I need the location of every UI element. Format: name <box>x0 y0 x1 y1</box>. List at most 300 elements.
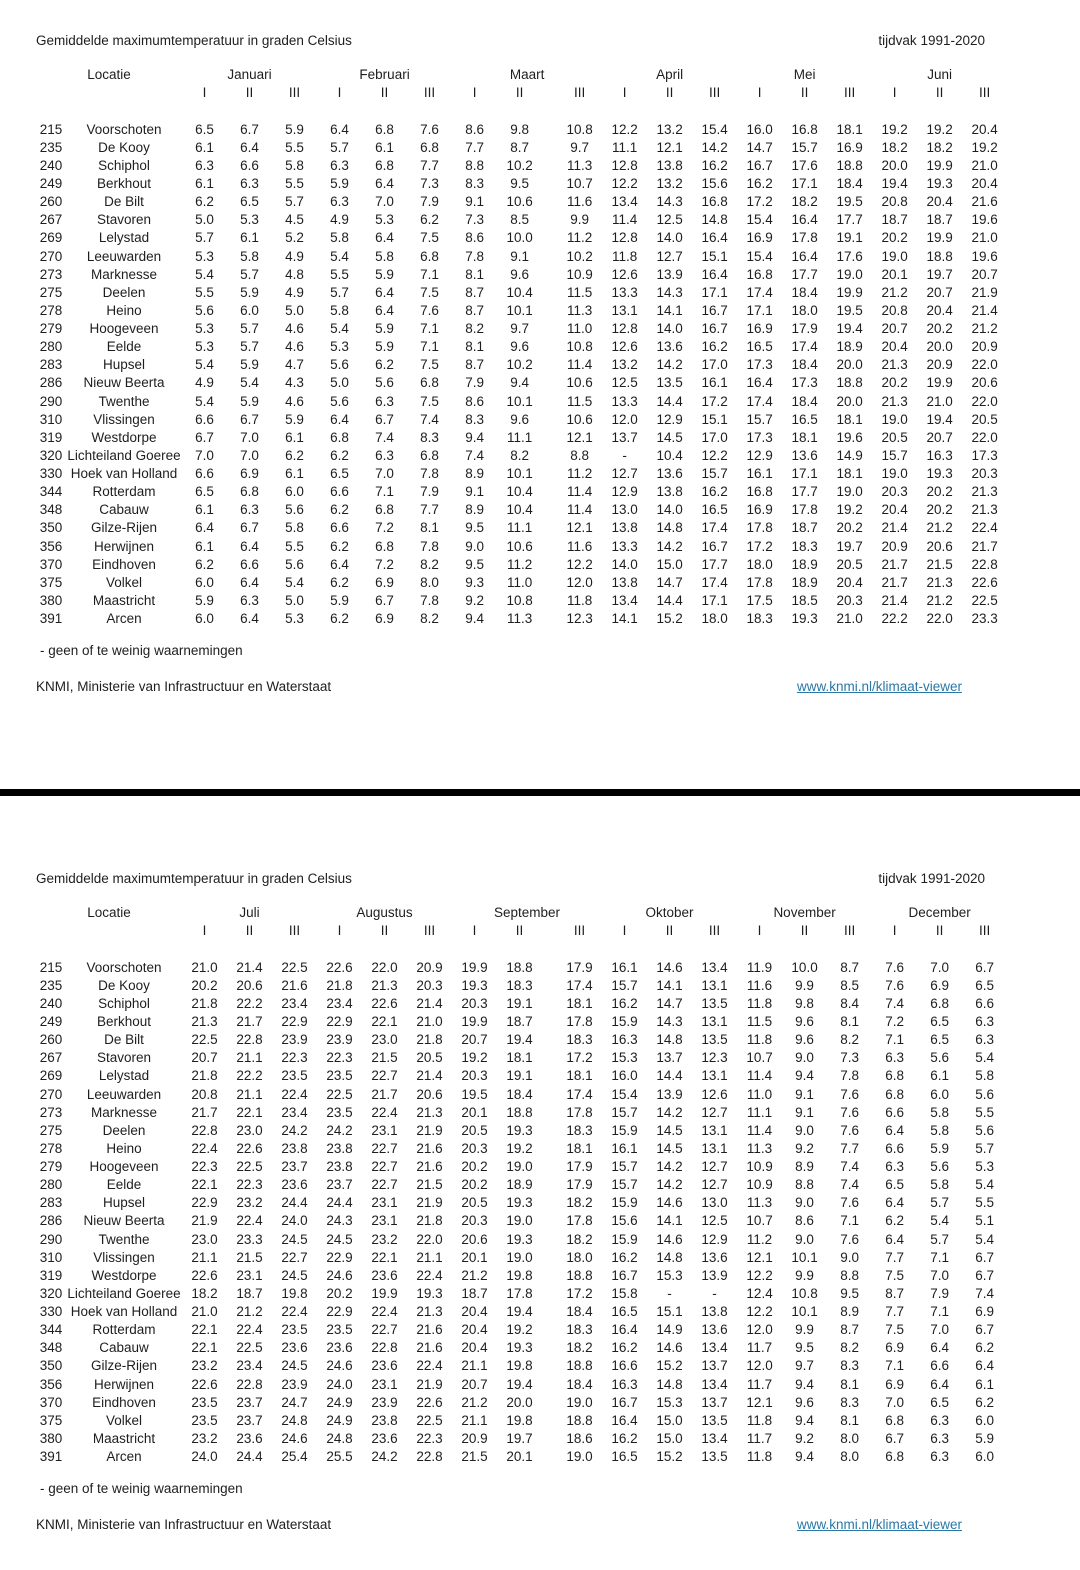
temp-value-cell: 19.3 <box>791 611 818 627</box>
temp-value-cell: 19.5 <box>836 302 863 318</box>
temp-value-cell: 8.0 <box>420 574 439 590</box>
temp-value-cell: 6.5 <box>885 1177 904 1193</box>
temp-value-cell: 21.0 <box>836 611 863 627</box>
temp-value-cell: 6.5 <box>930 1014 949 1030</box>
temp-value-cell: 8.1 <box>840 1014 859 1030</box>
decade-header: II <box>935 85 944 101</box>
temp-value-cell: 18.4 <box>566 1376 593 1392</box>
temp-value-cell: 21.6 <box>416 1340 443 1356</box>
temp-value-cell: 8.4 <box>840 995 859 1011</box>
month-header: December <box>908 905 971 921</box>
temp-value-cell: 5.7 <box>330 139 349 155</box>
temp-value-cell: 6.5 <box>975 977 994 993</box>
temp-value-cell: 14.6 <box>656 1340 683 1356</box>
decade-header: I <box>337 923 342 939</box>
temp-value-cell: 13.8 <box>656 484 683 500</box>
temp-value-cell: 10.2 <box>506 157 533 173</box>
temp-value-cell: 22.8 <box>371 1340 398 1356</box>
temp-value-cell: 13.6 <box>656 466 683 482</box>
temp-value-cell: 6.3 <box>375 393 394 409</box>
temp-value-cell: 7.7 <box>885 1304 904 1320</box>
temp-value-cell: 7.4 <box>420 411 439 427</box>
temp-value-cell: 5.8 <box>285 520 304 536</box>
temp-value-cell: 23.2 <box>191 1430 218 1446</box>
temp-value-cell: 19.4 <box>506 1304 533 1320</box>
temp-value-cell: 5.4 <box>285 574 304 590</box>
temp-value-cell: 14.2 <box>656 1159 683 1175</box>
temp-value-cell: 22.5 <box>416 1412 443 1428</box>
temp-value-cell: 8.6 <box>465 393 484 409</box>
klimaat-viewer-link[interactable]: www.knmi.nl/klimaat-viewer <box>796 679 962 694</box>
temp-value-cell: 21.3 <box>971 484 998 500</box>
temp-value-cell: 24.7 <box>281 1394 308 1410</box>
temp-value-cell: 13.5 <box>656 375 683 391</box>
temp-value-cell: 22.0 <box>926 611 953 627</box>
temp-value-cell: 13.1 <box>701 1140 728 1156</box>
temp-value-cell: 6.1 <box>930 1068 949 1084</box>
temp-value-cell: 22.6 <box>971 574 998 590</box>
station-name-cell: Volkel <box>105 574 143 590</box>
temp-value-cell: 19.4 <box>881 176 908 192</box>
temp-value-cell: 23.1 <box>371 1122 398 1138</box>
station-name-cell: Schiphol <box>98 157 150 173</box>
temp-value-cell: 7.1 <box>930 1304 949 1320</box>
temp-value-cell: 19.3 <box>506 1231 533 1247</box>
temp-value-cell: 15.4 <box>746 212 773 228</box>
temp-value-cell: 14.4 <box>656 1068 683 1084</box>
temp-value-cell: 7.5 <box>420 393 439 409</box>
temp-value-cell: 19.1 <box>506 995 533 1011</box>
temp-value-cell: 6.8 <box>375 121 394 137</box>
temp-value-cell: 16.5 <box>701 502 728 518</box>
temp-value-cell: 11.8 <box>746 1449 773 1465</box>
temp-value-cell: 13.5 <box>701 1412 728 1428</box>
station-name-cell: Eelde <box>106 1177 142 1193</box>
month-header: Maart <box>509 67 545 83</box>
station-id-cell: 344 <box>39 484 63 500</box>
temp-value-cell: 6.4 <box>240 574 259 590</box>
temp-value-cell: 20.8 <box>191 1086 218 1102</box>
temp-value-cell: 6.4 <box>240 538 259 554</box>
station-name-cell: Hoek van Holland <box>70 466 178 482</box>
temp-value-cell: 18.1 <box>836 466 863 482</box>
temp-value-cell: 17.9 <box>566 1159 593 1175</box>
temp-value-cell: 4.9 <box>285 248 304 264</box>
station-row <box>36 175 1007 193</box>
temp-value-cell: 14.7 <box>656 574 683 590</box>
temp-value-cell: 7.8 <box>465 248 484 264</box>
temp-value-cell: 5.8 <box>285 157 304 173</box>
temp-value-cell: 5.6 <box>330 393 349 409</box>
station-row <box>36 120 1007 138</box>
decade-header: I <box>337 85 342 101</box>
temp-value-cell: 20.3 <box>416 977 443 993</box>
temp-value-cell: 16.0 <box>611 1068 638 1084</box>
station-name-cell: Vlissingen <box>93 1249 155 1265</box>
station-row <box>36 1176 1007 1194</box>
temp-value-cell: 4.9 <box>330 212 349 228</box>
temp-value-cell: 6.2 <box>285 447 304 463</box>
temp-value-cell: 5.9 <box>330 592 349 608</box>
temp-value-cell: 5.9 <box>240 393 259 409</box>
temp-value-cell: 14.9 <box>836 447 863 463</box>
temp-value-cell: 21.8 <box>416 1032 443 1048</box>
temperature-table-jan-jun <box>36 66 1007 628</box>
temp-value-cell: 12.0 <box>746 1358 773 1374</box>
station-name-cell: Rotterdam <box>92 1322 156 1338</box>
temp-value-cell: 19.9 <box>926 375 953 391</box>
temp-value-cell: 6.8 <box>885 1412 904 1428</box>
decade-header: II <box>515 923 524 939</box>
station-id-cell: 330 <box>39 1304 63 1320</box>
station-id-cell: 273 <box>39 266 63 282</box>
temp-value-cell: 8.2 <box>510 447 529 463</box>
temp-value-cell: 7.6 <box>840 1086 859 1102</box>
temp-value-cell: 14.1 <box>611 611 638 627</box>
temp-value-cell: 5.3 <box>375 212 394 228</box>
temp-value-cell: 18.2 <box>566 1195 593 1211</box>
station-name-cell: De Bilt <box>104 1032 144 1048</box>
temp-value-cell: 19.4 <box>926 411 953 427</box>
temp-value-cell: 19.9 <box>836 284 863 300</box>
temp-value-cell: 5.5 <box>285 538 304 554</box>
temp-value-cell: 21.0 <box>416 1014 443 1030</box>
temp-value-cell: 21.1 <box>461 1358 488 1374</box>
station-id-cell: 270 <box>39 248 63 264</box>
temp-value-cell: 17.8 <box>566 1104 593 1120</box>
temp-value-cell: 5.5 <box>285 176 304 192</box>
temp-value-cell: 6.6 <box>330 484 349 500</box>
temp-value-cell: 13.8 <box>701 1304 728 1320</box>
decade-header: II <box>245 85 254 101</box>
temp-value-cell: 6.8 <box>240 484 259 500</box>
station-id-cell: 280 <box>39 1177 63 1193</box>
temp-value-cell: 20.5 <box>461 1195 488 1211</box>
temp-value-cell: 20.2 <box>881 230 908 246</box>
temp-value-cell: 5.7 <box>930 1231 949 1247</box>
temp-value-cell: 8.9 <box>465 502 484 518</box>
temp-value-cell: 7.8 <box>420 592 439 608</box>
temp-value-cell: 9.4 <box>465 611 484 627</box>
klimaat-viewer-link[interactable]: www.knmi.nl/klimaat-viewer <box>796 1517 962 1532</box>
station-row <box>36 1393 1007 1411</box>
temp-value-cell: 8.5 <box>840 977 859 993</box>
temp-value-cell: 17.1 <box>791 466 818 482</box>
station-name-cell: Rotterdam <box>92 484 156 500</box>
temp-value-cell: 9.7 <box>510 321 529 337</box>
temp-value-cell: 23.0 <box>236 1122 263 1138</box>
temp-value-cell: 6.7 <box>975 1267 994 1283</box>
temp-value-cell: 9.7 <box>795 1358 814 1374</box>
temp-value-cell: 22.4 <box>416 1267 443 1283</box>
temp-value-cell: 8.7 <box>510 139 529 155</box>
temp-value-cell: 4.3 <box>285 375 304 391</box>
temp-value-cell: 5.5 <box>285 139 304 155</box>
temp-value-cell: 6.4 <box>375 284 394 300</box>
temp-value-cell: 8.5 <box>510 212 529 228</box>
station-row <box>36 1085 1007 1103</box>
temp-value-cell: 21.7 <box>236 1014 263 1030</box>
decade-header: II <box>380 923 389 939</box>
temp-value-cell: 20.2 <box>926 502 953 518</box>
station-id-cell: 235 <box>39 139 63 155</box>
decade-header: I <box>757 923 762 939</box>
temp-value-cell: 22.4 <box>371 1304 398 1320</box>
temp-value-cell: 17.8 <box>746 520 773 536</box>
temp-value-cell: 17.8 <box>566 1014 593 1030</box>
temp-value-cell: 21.3 <box>191 1014 218 1030</box>
temp-value-cell: 16.7 <box>701 302 728 318</box>
temp-value-cell: 23.6 <box>326 1340 353 1356</box>
temp-value-cell: 18.7 <box>791 520 818 536</box>
temp-value-cell: 11.1 <box>506 429 533 445</box>
temp-value-cell: 11.8 <box>566 592 593 608</box>
temp-value-cell: 12.7 <box>656 248 683 264</box>
temp-value-cell: 5.7 <box>240 266 259 282</box>
temp-value-cell: 19.2 <box>971 139 998 155</box>
temp-value-cell: 19.7 <box>836 538 863 554</box>
station-row <box>36 338 1007 356</box>
temp-value-cell: 16.9 <box>836 139 863 155</box>
temp-value-cell: 10.7 <box>746 1050 773 1066</box>
temp-value-cell: 9.3 <box>465 574 484 590</box>
temp-value-cell: 15.2 <box>656 611 683 627</box>
temp-value-cell: 19.0 <box>881 411 908 427</box>
temp-value-cell: 17.4 <box>566 977 593 993</box>
temp-value-cell: 18.1 <box>566 1068 593 1084</box>
station-name-cell: Berkhout <box>96 176 152 192</box>
temp-value-cell: 13.9 <box>656 1086 683 1102</box>
temp-value-cell: 13.7 <box>611 429 638 445</box>
temp-value-cell: 20.3 <box>461 1140 488 1156</box>
decade-header: II <box>665 85 674 101</box>
temp-value-cell: 19.0 <box>836 266 863 282</box>
temp-value-cell: 6.2 <box>195 556 214 572</box>
temp-value-cell: 11.2 <box>566 466 593 482</box>
temp-value-cell: 19.8 <box>506 1267 533 1283</box>
temp-value-cell: 23.1 <box>371 1195 398 1211</box>
temp-value-cell: 15.1 <box>656 1304 683 1320</box>
temp-value-cell: 7.5 <box>420 357 439 373</box>
temp-value-cell: 21.3 <box>416 1304 443 1320</box>
temp-value-cell: 6.8 <box>420 139 439 155</box>
temp-value-cell: 7.6 <box>840 1104 859 1120</box>
temp-value-cell: 21.8 <box>326 977 353 993</box>
temp-value-cell: 16.7 <box>701 538 728 554</box>
temp-value-cell: 19.9 <box>461 959 488 975</box>
month-header: Oktober <box>645 905 694 921</box>
temp-value-cell: 9.6 <box>510 266 529 282</box>
temp-value-cell: 9.0 <box>795 1122 814 1138</box>
temp-value-cell: 5.1 <box>975 1213 994 1229</box>
station-row <box>36 574 1007 592</box>
temp-value-cell: 7.5 <box>420 284 439 300</box>
temp-value-cell: 16.8 <box>746 484 773 500</box>
temp-value-cell: 7.8 <box>420 538 439 554</box>
station-row <box>36 1212 1007 1230</box>
temp-value-cell: 14.4 <box>656 393 683 409</box>
temp-value-cell: 18.3 <box>746 611 773 627</box>
temp-value-cell: 11.4 <box>746 1068 773 1084</box>
temp-value-cell: 17.7 <box>791 484 818 500</box>
temp-value-cell: 19.8 <box>506 1412 533 1428</box>
temp-value-cell: 11.7 <box>746 1376 773 1392</box>
temp-value-cell: 6.2 <box>375 357 394 373</box>
station-name-cell: Twenthe <box>98 1231 150 1247</box>
temp-value-cell: 20.6 <box>926 538 953 554</box>
station-id-cell: 330 <box>39 466 63 482</box>
temp-value-cell: 7.0 <box>195 447 214 463</box>
station-name-cell: Hoogeveen <box>89 321 159 337</box>
temp-value-cell: 8.7 <box>840 1322 859 1338</box>
temp-value-cell: 7.3 <box>465 212 484 228</box>
temp-value-cell: 15.7 <box>611 1177 638 1193</box>
temp-value-cell: 16.2 <box>701 484 728 500</box>
temp-value-cell: 18.9 <box>506 1177 533 1193</box>
decade-header: III <box>708 85 721 101</box>
station-row <box>36 1285 1007 1303</box>
station-name-cell: Hupsel <box>102 1195 146 1211</box>
temp-value-cell: 18.8 <box>836 157 863 173</box>
temp-value-cell: 11.8 <box>746 1412 773 1428</box>
temp-value-cell: 18.8 <box>566 1267 593 1283</box>
temp-value-cell: 13.7 <box>701 1394 728 1410</box>
temp-value-cell: 8.1 <box>465 266 484 282</box>
temp-value-cell: 25.5 <box>326 1449 353 1465</box>
temp-value-cell: 21.0 <box>971 157 998 173</box>
temp-value-cell: 7.6 <box>840 1195 859 1211</box>
temp-value-cell: 6.0 <box>195 574 214 590</box>
locatie-header: Locatie <box>87 67 131 83</box>
temp-value-cell: 11.4 <box>746 1122 773 1138</box>
temp-value-cell: 7.8 <box>420 466 439 482</box>
temp-value-cell: 13.8 <box>656 157 683 173</box>
temp-value-cell: 18.7 <box>926 212 953 228</box>
temp-value-cell: 5.6 <box>975 1086 994 1102</box>
temp-value-cell: 15.1 <box>701 411 728 427</box>
temp-value-cell: 18.9 <box>836 339 863 355</box>
temp-value-cell: 15.4 <box>701 121 728 137</box>
station-name-cell: De Kooy <box>98 977 150 993</box>
temp-value-cell: 6.2 <box>330 611 349 627</box>
temp-value-cell: 11.4 <box>566 357 593 373</box>
temp-value-cell: 22.1 <box>371 1014 398 1030</box>
temp-value-cell: 19.8 <box>281 1285 308 1301</box>
temp-value-cell: 5.6 <box>330 357 349 373</box>
temp-value-cell: 20.9 <box>926 357 953 373</box>
temp-value-cell: 17.0 <box>701 357 728 373</box>
temp-value-cell: 5.8 <box>930 1177 949 1193</box>
temp-value-cell: 13.6 <box>701 1249 728 1265</box>
temp-value-cell: 14.0 <box>656 230 683 246</box>
temp-value-cell: 15.0 <box>656 1430 683 1446</box>
station-name-cell: Lelystad <box>98 1068 150 1084</box>
decade-header: II <box>800 923 809 939</box>
temp-value-cell: 22.3 <box>416 1430 443 1446</box>
temp-value-cell: 22.1 <box>371 1249 398 1265</box>
header-gap <box>36 102 1007 120</box>
temp-value-cell: 21.4 <box>881 520 908 536</box>
temp-value-cell: 9.2 <box>795 1140 814 1156</box>
temp-value-cell: 16.1 <box>611 1140 638 1156</box>
temp-value-cell: 23.6 <box>281 1340 308 1356</box>
temp-value-cell: 16.9 <box>746 230 773 246</box>
temp-value-cell: 12.7 <box>701 1177 728 1193</box>
temp-value-cell: 6.9 <box>375 611 394 627</box>
temp-value-cell: 7.6 <box>840 1122 859 1138</box>
temp-value-cell: 14.4 <box>656 592 683 608</box>
temp-value-cell: 12.0 <box>746 1322 773 1338</box>
temp-value-cell: 5.5 <box>975 1195 994 1211</box>
temp-value-cell: 19.2 <box>506 1140 533 1156</box>
station-name-cell: Marknesse <box>90 266 158 282</box>
station-row <box>36 519 1007 537</box>
temp-value-cell: 6.1 <box>285 429 304 445</box>
temp-value-cell: 13.0 <box>611 502 638 518</box>
temp-value-cell: 16.7 <box>611 1394 638 1410</box>
station-id-cell: 240 <box>39 995 63 1011</box>
temp-value-cell: 23.1 <box>371 1376 398 1392</box>
period-label: tijdvak 1991-2020 <box>878 33 985 48</box>
temp-value-cell: 22.5 <box>326 1086 353 1102</box>
temp-value-cell: 6.2 <box>330 538 349 554</box>
station-name-cell: Westdorpe <box>91 429 157 445</box>
temp-value-cell: 7.2 <box>885 1014 904 1030</box>
temp-value-cell: 5.0 <box>285 592 304 608</box>
temp-value-cell: 9.5 <box>465 520 484 536</box>
temp-value-cell: 23.0 <box>371 1032 398 1048</box>
temp-value-cell: 10.9 <box>746 1159 773 1175</box>
temp-value-cell: 12.3 <box>701 1050 728 1066</box>
temp-value-cell: 21.1 <box>191 1249 218 1265</box>
temp-value-cell: 10.1 <box>506 393 533 409</box>
temp-value-cell: 5.7 <box>930 1195 949 1211</box>
temp-value-cell: 22.9 <box>191 1195 218 1211</box>
station-id-cell: 320 <box>39 447 63 463</box>
month-header: Januari <box>227 67 272 83</box>
decade-header: I <box>472 923 477 939</box>
temp-value-cell: 20.7 <box>461 1376 488 1392</box>
header-gap-row <box>36 940 1007 958</box>
temp-value-cell: 16.2 <box>611 1249 638 1265</box>
temp-value-cell: 20.4 <box>461 1304 488 1320</box>
temp-value-cell: 5.9 <box>375 266 394 282</box>
temp-value-cell: 12.6 <box>611 266 638 282</box>
temp-value-cell: 8.6 <box>795 1213 814 1229</box>
temp-value-cell: 10.0 <box>791 959 818 975</box>
temp-value-cell: 10.1 <box>506 302 533 318</box>
temp-value-cell: 22.2 <box>236 1068 263 1084</box>
temp-value-cell: 22.1 <box>236 1104 263 1120</box>
station-row <box>36 410 1007 428</box>
station-id-cell: 273 <box>39 1104 63 1120</box>
temp-value-cell: 11.2 <box>506 556 533 572</box>
station-name-cell: Twenthe <box>98 393 150 409</box>
temp-value-cell: 19.6 <box>971 248 998 264</box>
temp-value-cell: 18.1 <box>506 1050 533 1066</box>
temp-value-cell: 9.8 <box>510 121 529 137</box>
temp-value-cell: 4.9 <box>195 375 214 391</box>
temp-value-cell: 9.9 <box>795 977 814 993</box>
decade-header: II <box>245 923 254 939</box>
temp-value-cell: 6.1 <box>195 176 214 192</box>
temp-value-cell: 6.3 <box>975 1032 994 1048</box>
temp-value-cell: 8.6 <box>465 121 484 137</box>
temp-value-cell: 11.4 <box>566 502 593 518</box>
station-name-cell: Eindhoven <box>92 1394 156 1410</box>
temp-value-cell: 19.8 <box>506 1358 533 1374</box>
temp-value-cell: 23.4 <box>281 995 308 1011</box>
